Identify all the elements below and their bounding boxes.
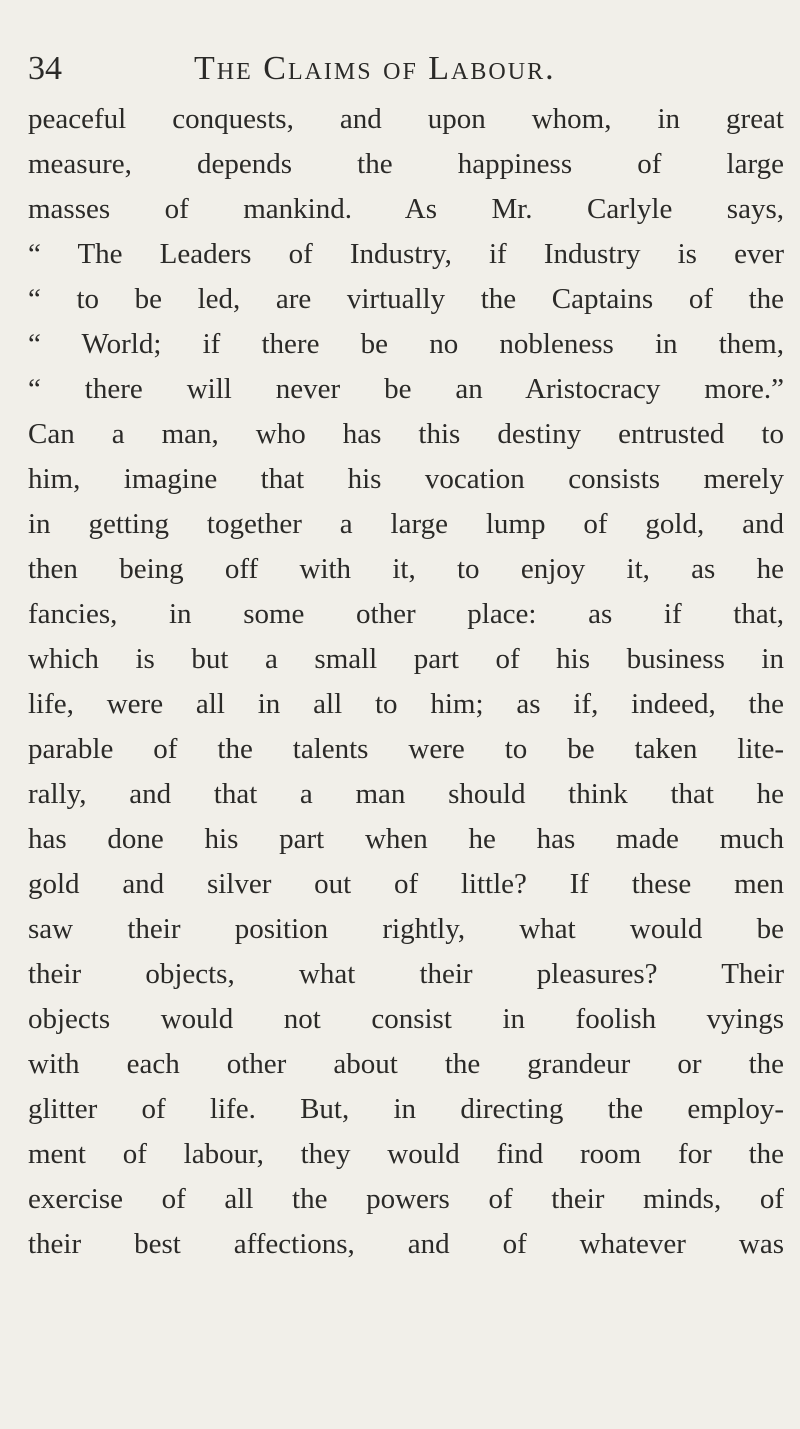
running-head: The Claims of Labour. [194,50,556,87]
text-line: “ to be led, are virtually the Captains of the [28,283,784,315]
text-line: which is but a small part of his business in [28,643,784,675]
text-line: life, were all in all to him; as if, indeed, the [28,688,784,720]
text-line: objects would not consist in foolish vyings [28,1003,784,1035]
text-line: in getting together a large lump of gold, and [28,508,784,540]
text-line: measure, depends the happiness of large [28,148,784,180]
text-line: their objects, what their pleasures? Their [28,958,784,990]
text-line: him, imagine that his vocation consists merely [28,463,784,495]
text-line: ment of labour, they would find room for the [28,1138,784,1170]
text-line: rally, and that a man should think that he [28,778,784,810]
text-line: has done his part when he has made much [28,823,784,855]
text-line: peaceful conquests, and upon whom, in great [28,103,784,135]
text-line: fancies, in some other place: as if that, [28,598,784,630]
text-line: their best affections, and of whatever was [28,1228,784,1260]
text-line: “ The Leaders of Industry, if Industry is ever [28,238,784,270]
text-line: glitter of life. But, in directing the employ- [28,1093,784,1125]
text-line: gold and silver out of little? If these men [28,868,784,900]
body-text [28,97,784,1267]
text-line: saw their position rightly, what would be [28,913,784,945]
text-line: with each other about the grandeur or the [28,1048,784,1080]
text-line: masses of mankind. As Mr. Carlyle says, [28,193,784,225]
text-line: exercise of all the powers of their minds, of [28,1183,784,1215]
text-line: then being off with it, to enjoy it, as he [28,553,784,585]
page-number: 34 [28,50,62,87]
page-header [28,44,772,94]
text-line: “ there will never be an Aristocracy more.” [28,373,784,405]
text-line: parable of the talents were to be taken lite- [28,733,784,765]
text-line: “ World; if there be no nobleness in them, [28,328,784,360]
text-line: Can a man, who has this destiny entrusted to [28,418,784,450]
